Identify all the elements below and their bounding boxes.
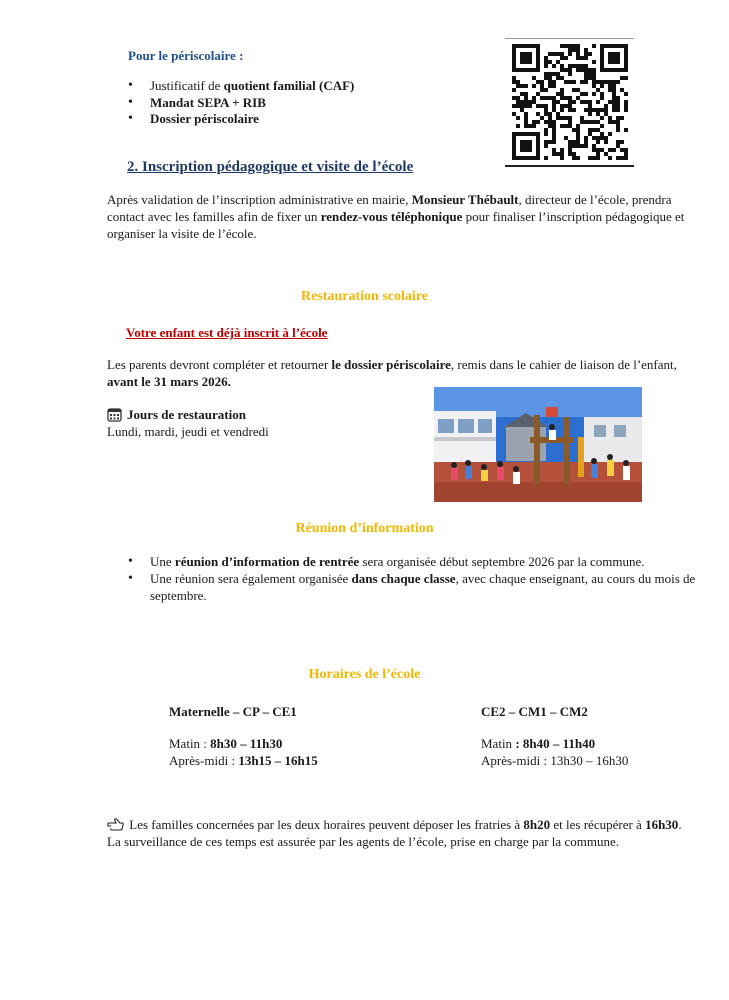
restauration-subtitle: Votre enfant est déjà inscrit à l’école	[126, 325, 328, 340]
list-item: • Une réunion sera également organisée dans chaque classe, avec chaque enseignant, au cours du mois de septembre.	[128, 570, 703, 604]
restauration-paragraph: Les parents devront compléter et retourner le dossier périscolaire, remis dans le cahier de liaison de l’enfant, avant le 31 mars 2026.	[107, 357, 677, 389]
list-item: • Mandat SEPA + RIB	[128, 95, 354, 112]
column-heading: CE2 – CM1 – CM2	[481, 704, 588, 719]
jours-label: Jours de restauration	[127, 407, 246, 422]
fratries-note: Les familles concernées par les deux horaires peuvent déposer les fratries à 8h20 et les récupérer à 16h30. La surveillance de ces temps est assurée par les agents de l’école, prise en charge par la commune.	[107, 816, 697, 850]
reunion-list	[128, 553, 703, 604]
jours-restauration	[107, 406, 269, 440]
jours-value: Lundi, mardi, jeudi et vendredi	[107, 424, 269, 439]
column-heading: Maternelle – CP – CE1	[169, 704, 297, 719]
qr-top-rule	[505, 38, 634, 39]
qr-code[interactable]	[512, 44, 628, 160]
horaires-column-ce2: CE2 – CM1 – CM2 Matin : 8h40 – 11h40 Après-midi : 13h30 – 16h30	[481, 704, 629, 768]
list-item: • Dossier périscolaire	[128, 111, 354, 128]
list-item: • Justificatif de quotient familial (CAF)	[128, 78, 354, 95]
periscolaire-title: Pour le périscolaire :	[128, 48, 244, 63]
note-line2: La surveillance de ces temps est assurée par les agents de l’école, prise en charge par la commune.	[107, 834, 619, 849]
list-item: • Une réunion d’information de rentrée sera organisée début septembre 2026 par la commune.	[128, 553, 703, 570]
section-heading-reunion: Réunion d’information	[295, 521, 434, 536]
section-heading-restauration: Restauration scolaire	[301, 289, 428, 304]
school-playground-photo	[434, 387, 642, 502]
qr-bottom-rule	[505, 165, 634, 167]
periscolaire-list	[128, 78, 354, 128]
pointing-hand-icon	[107, 817, 124, 831]
inscription-paragraph: Après validation de l’inscription administrative en mairie, Monsieur Thébault, directeur de l’école, prendra contact avec les familles afin de fixer un rendez-vous téléphonique pour finaliser l’inscription pédagogique et organiser la visite de l’école.	[107, 192, 685, 241]
section-heading-horaires: Horaires de l’école	[308, 667, 421, 682]
calendar-icon	[107, 407, 122, 422]
section-heading-inscription: 2. Inscription pédagogique et visite de l’école	[127, 159, 414, 175]
horaires-column-maternelle: Maternelle – CP – CE1 Matin : 8h30 – 11h30 Après-midi : 13h15 – 16h15	[169, 704, 318, 768]
